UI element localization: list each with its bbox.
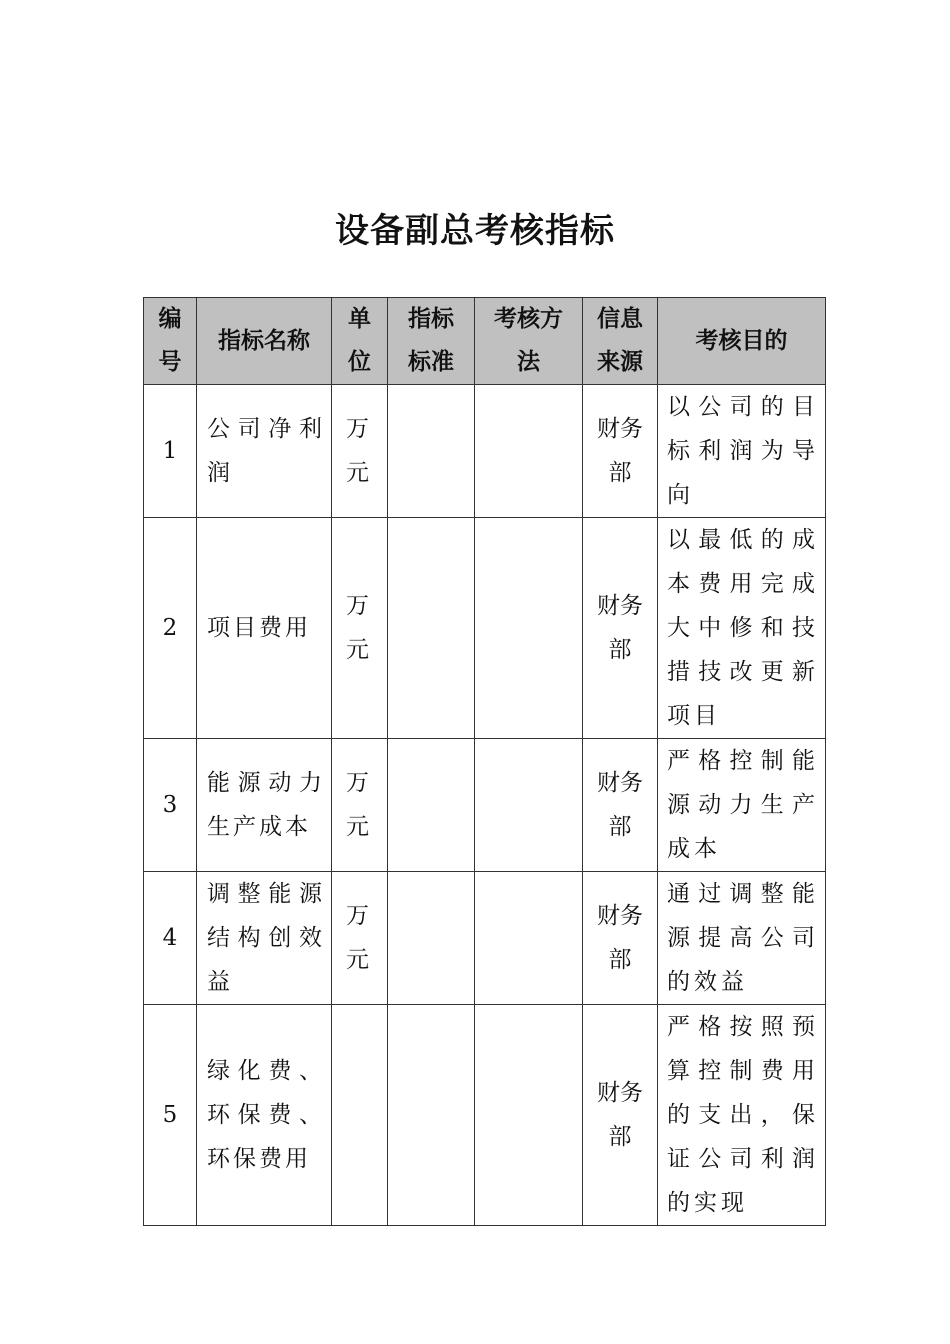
cell-name: 能源动力生产成本: [197, 739, 332, 872]
header-standard: 指标标准: [388, 298, 475, 385]
cell-source: 财务部: [583, 385, 658, 518]
cell-method: [475, 518, 583, 739]
cell-unit: 万元: [332, 385, 388, 518]
cell-name: 公司净利润: [197, 385, 332, 518]
cell-source: 财务部: [583, 518, 658, 739]
header-unit: 单位: [332, 298, 388, 385]
cell-method: [475, 1005, 583, 1226]
table-row: [144, 1005, 826, 1226]
table-header-row: [144, 298, 826, 385]
cell-purpose: 通过调整能源提高公司的效益: [658, 872, 826, 1005]
cell-standard: [388, 1005, 475, 1226]
cell-method: [475, 385, 583, 518]
cell-purpose: 严格按照预算控制费用的支出，保证公司利润的实现: [658, 1005, 826, 1226]
cell-unit: 万元: [332, 872, 388, 1005]
cell-purpose: 以最低的成本费用完成大中修和技措技改更新项目: [658, 518, 826, 739]
cell-standard: [388, 518, 475, 739]
cell-no: 2: [144, 518, 197, 739]
header-purpose: 考核目的: [658, 298, 826, 385]
cell-name: 绿化费、环保费、环保费用: [197, 1005, 332, 1226]
cell-unit: 万元: [332, 739, 388, 872]
cell-method: [475, 872, 583, 1005]
table-row: [144, 739, 826, 872]
cell-standard: [388, 739, 475, 872]
cell-source: 财务部: [583, 872, 658, 1005]
header-name: 指标名称: [197, 298, 332, 385]
cell-name: 项目费用: [197, 518, 332, 739]
cell-unit: [332, 1005, 388, 1226]
cell-no: 4: [144, 872, 197, 1005]
cell-standard: [388, 385, 475, 518]
header-source: 信息来源: [583, 298, 658, 385]
table-row: [144, 872, 826, 1005]
cell-standard: [388, 872, 475, 1005]
cell-name: 调整能源结构创效益: [197, 872, 332, 1005]
cell-no: 1: [144, 385, 197, 518]
cell-no: 3: [144, 739, 197, 872]
cell-purpose: 以公司的目标利润为导向: [658, 385, 826, 518]
cell-source: 财务部: [583, 739, 658, 872]
table-row: [144, 518, 826, 739]
header-method: 考核方法: [475, 298, 583, 385]
kpi-table: [143, 297, 826, 1226]
cell-source: 财务部: [583, 1005, 658, 1226]
cell-no: 5: [144, 1005, 197, 1226]
table-row: [144, 385, 826, 518]
cell-unit: 万元: [332, 518, 388, 739]
header-no: 编号: [144, 298, 197, 385]
page-title: 设备副总考核指标: [335, 211, 615, 251]
cell-method: [475, 739, 583, 872]
cell-purpose: 严格控制能源动力生产成本: [658, 739, 826, 872]
